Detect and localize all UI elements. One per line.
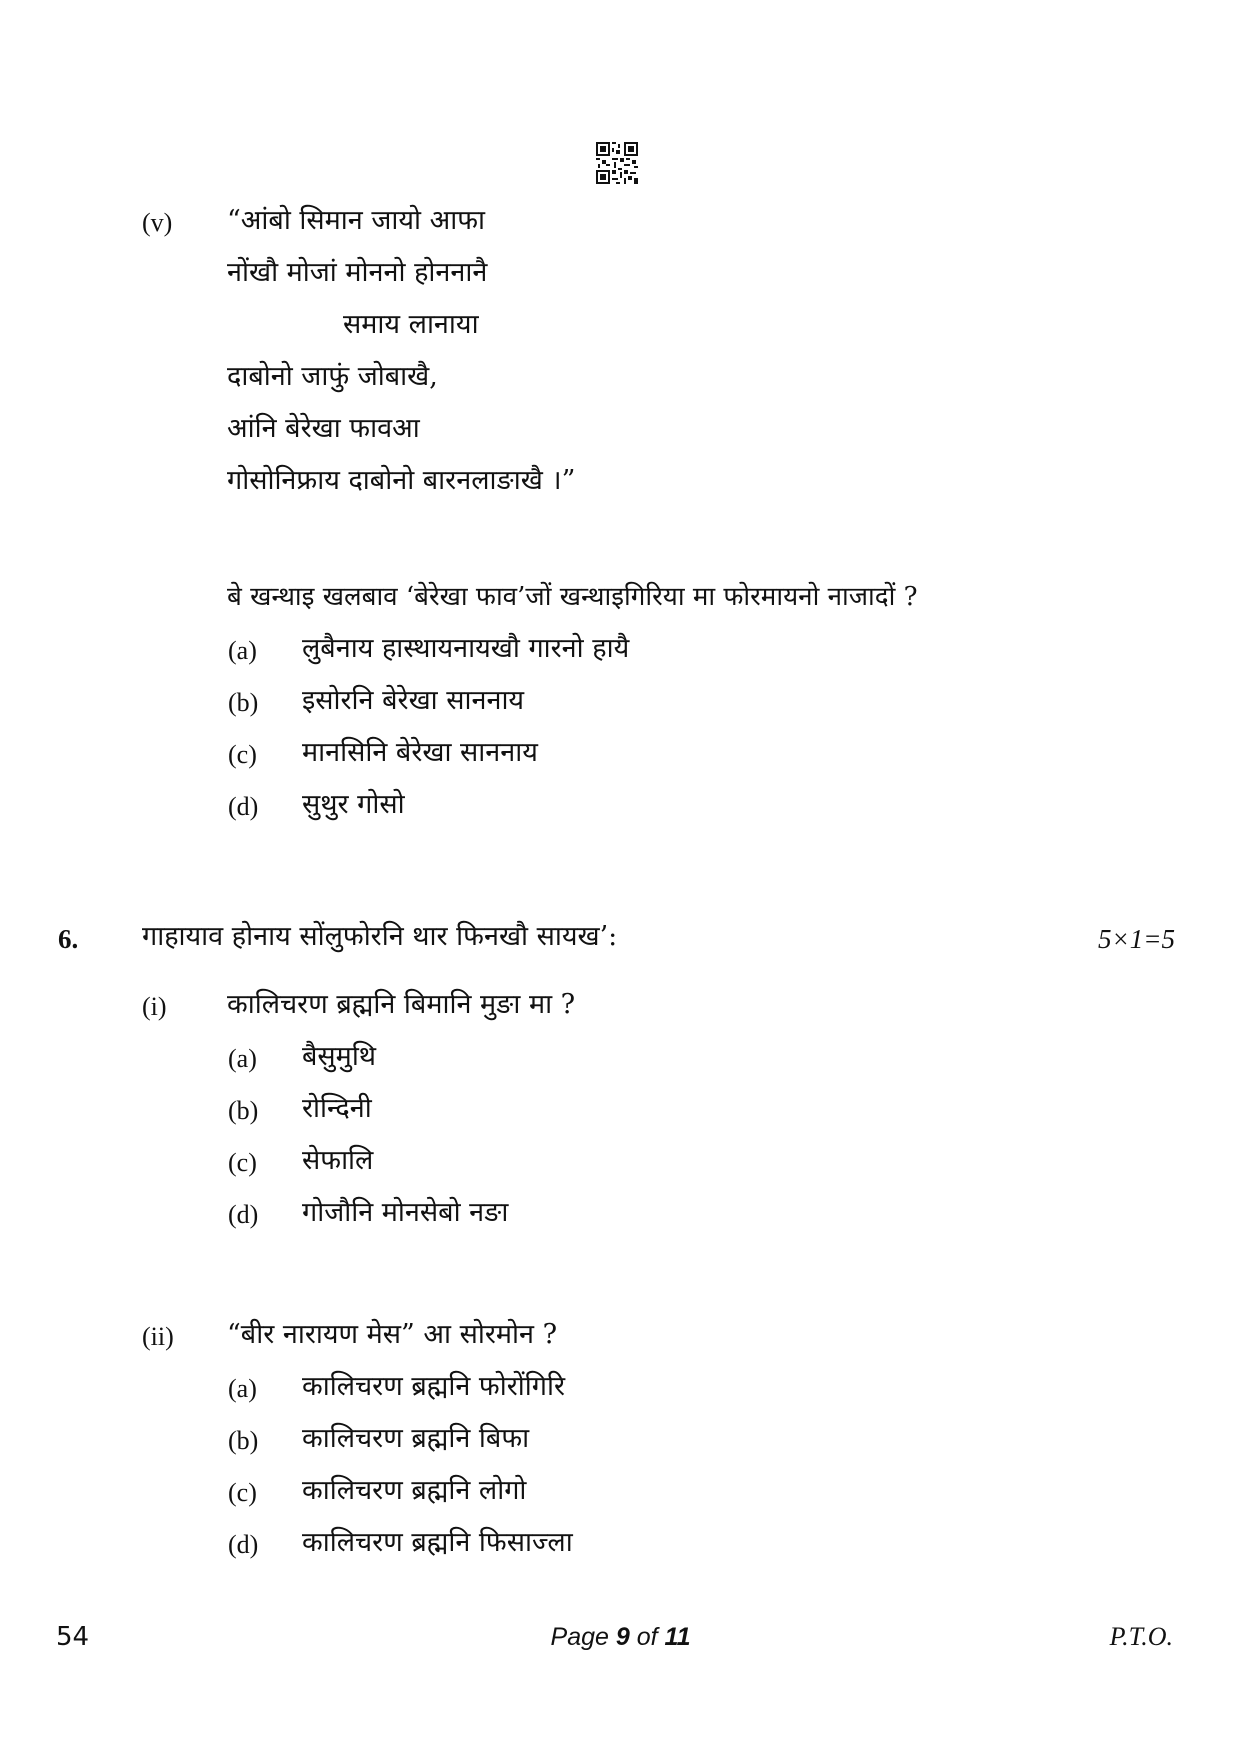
option-text: मानसिनि बेरेखा साननाय <box>302 737 538 768</box>
option-label: (b) <box>228 688 259 717</box>
option-text: गोजौनि मोनसेबो नङा <box>302 1197 509 1228</box>
page-of: of <box>636 1623 658 1651</box>
sub-i-label: (i) <box>142 992 167 1021</box>
poem-line-6: गोसोनिफ्राय दाबोनो बारनलाङाखै ।” <box>227 465 576 496</box>
option-label: (c) <box>228 740 257 769</box>
paper-code: 54 <box>56 1622 90 1652</box>
option-text: कालिचरण ब्रह्मनि फोरोंगिरि <box>302 1371 565 1402</box>
page-prefix: Page <box>550 1623 609 1651</box>
poem-line-5: आंनि बेरेखा फावआ <box>227 413 420 444</box>
option-label: (a) <box>228 636 257 665</box>
option-text: कालिचरण ब्रह्मनि फिसाज्ला <box>302 1527 573 1558</box>
sub-ii-label: (ii) <box>142 1322 174 1351</box>
option-label: (a) <box>228 1044 257 1073</box>
option-label: (a) <box>228 1374 257 1403</box>
option-label: (b) <box>228 1426 259 1455</box>
qr-code-icon <box>596 142 638 184</box>
question-6-instruction: गाहायाव होनाय सोंलुफोरनि थार फिनखौ सायख’: <box>142 921 618 952</box>
option-label: (b) <box>228 1096 259 1125</box>
sub-i-question: कालिचरण ब्रह्मनि बिमानि मुङा मा ? <box>227 989 576 1020</box>
option-text: कालिचरण ब्रह्मनि बिफा <box>302 1423 530 1454</box>
question-6-number: 6. <box>58 924 79 954</box>
option-text: सेफालि <box>302 1145 374 1176</box>
option-text: लुबैनाय हास्थायनायखौ गारनो हायै <box>302 633 630 664</box>
poem-line-4: दाबोनो जाफुं जोबाखै, <box>227 361 438 392</box>
question-v-prompt: बे खन्थाइ खलबाव ‘बेरेखा फाव’जों खन्थाइगिरिया मा फोरमायनो नाजादों ? <box>227 582 918 612</box>
option-text: बैसुमुथि <box>302 1041 377 1072</box>
option-label: (c) <box>228 1478 257 1507</box>
question-v-label: (v) <box>142 208 173 237</box>
poem-line-3: समाय लानाया <box>343 309 479 340</box>
sub-ii-question: “बीर नारायण मेस” आ सोरमोन ? <box>227 1319 558 1350</box>
poem-line-2: नोंखौ मोजां मोननो होननानै <box>227 257 488 288</box>
pto-label: P.T.O. <box>1109 1622 1173 1651</box>
option-text: रोन्दिनी <box>302 1093 372 1124</box>
option-text: कालिचरण ब्रह्मनि लोगो <box>302 1475 527 1506</box>
poem-line-1: “आंबो सिमान जायो आफा <box>227 205 486 236</box>
question-6-marks: 5×1=5 <box>1098 924 1175 954</box>
option-label: (d) <box>228 792 259 821</box>
page-total: 11 <box>664 1623 691 1651</box>
option-text: सुथुर गोसो <box>302 789 405 820</box>
option-label: (d) <box>228 1200 259 1229</box>
page-number <box>0 1620 1241 1654</box>
page-current: 9 <box>615 1623 630 1651</box>
option-label: (c) <box>228 1148 257 1177</box>
option-text: इसोरनि बेरेखा साननाय <box>302 685 525 716</box>
option-label: (d) <box>228 1530 259 1559</box>
